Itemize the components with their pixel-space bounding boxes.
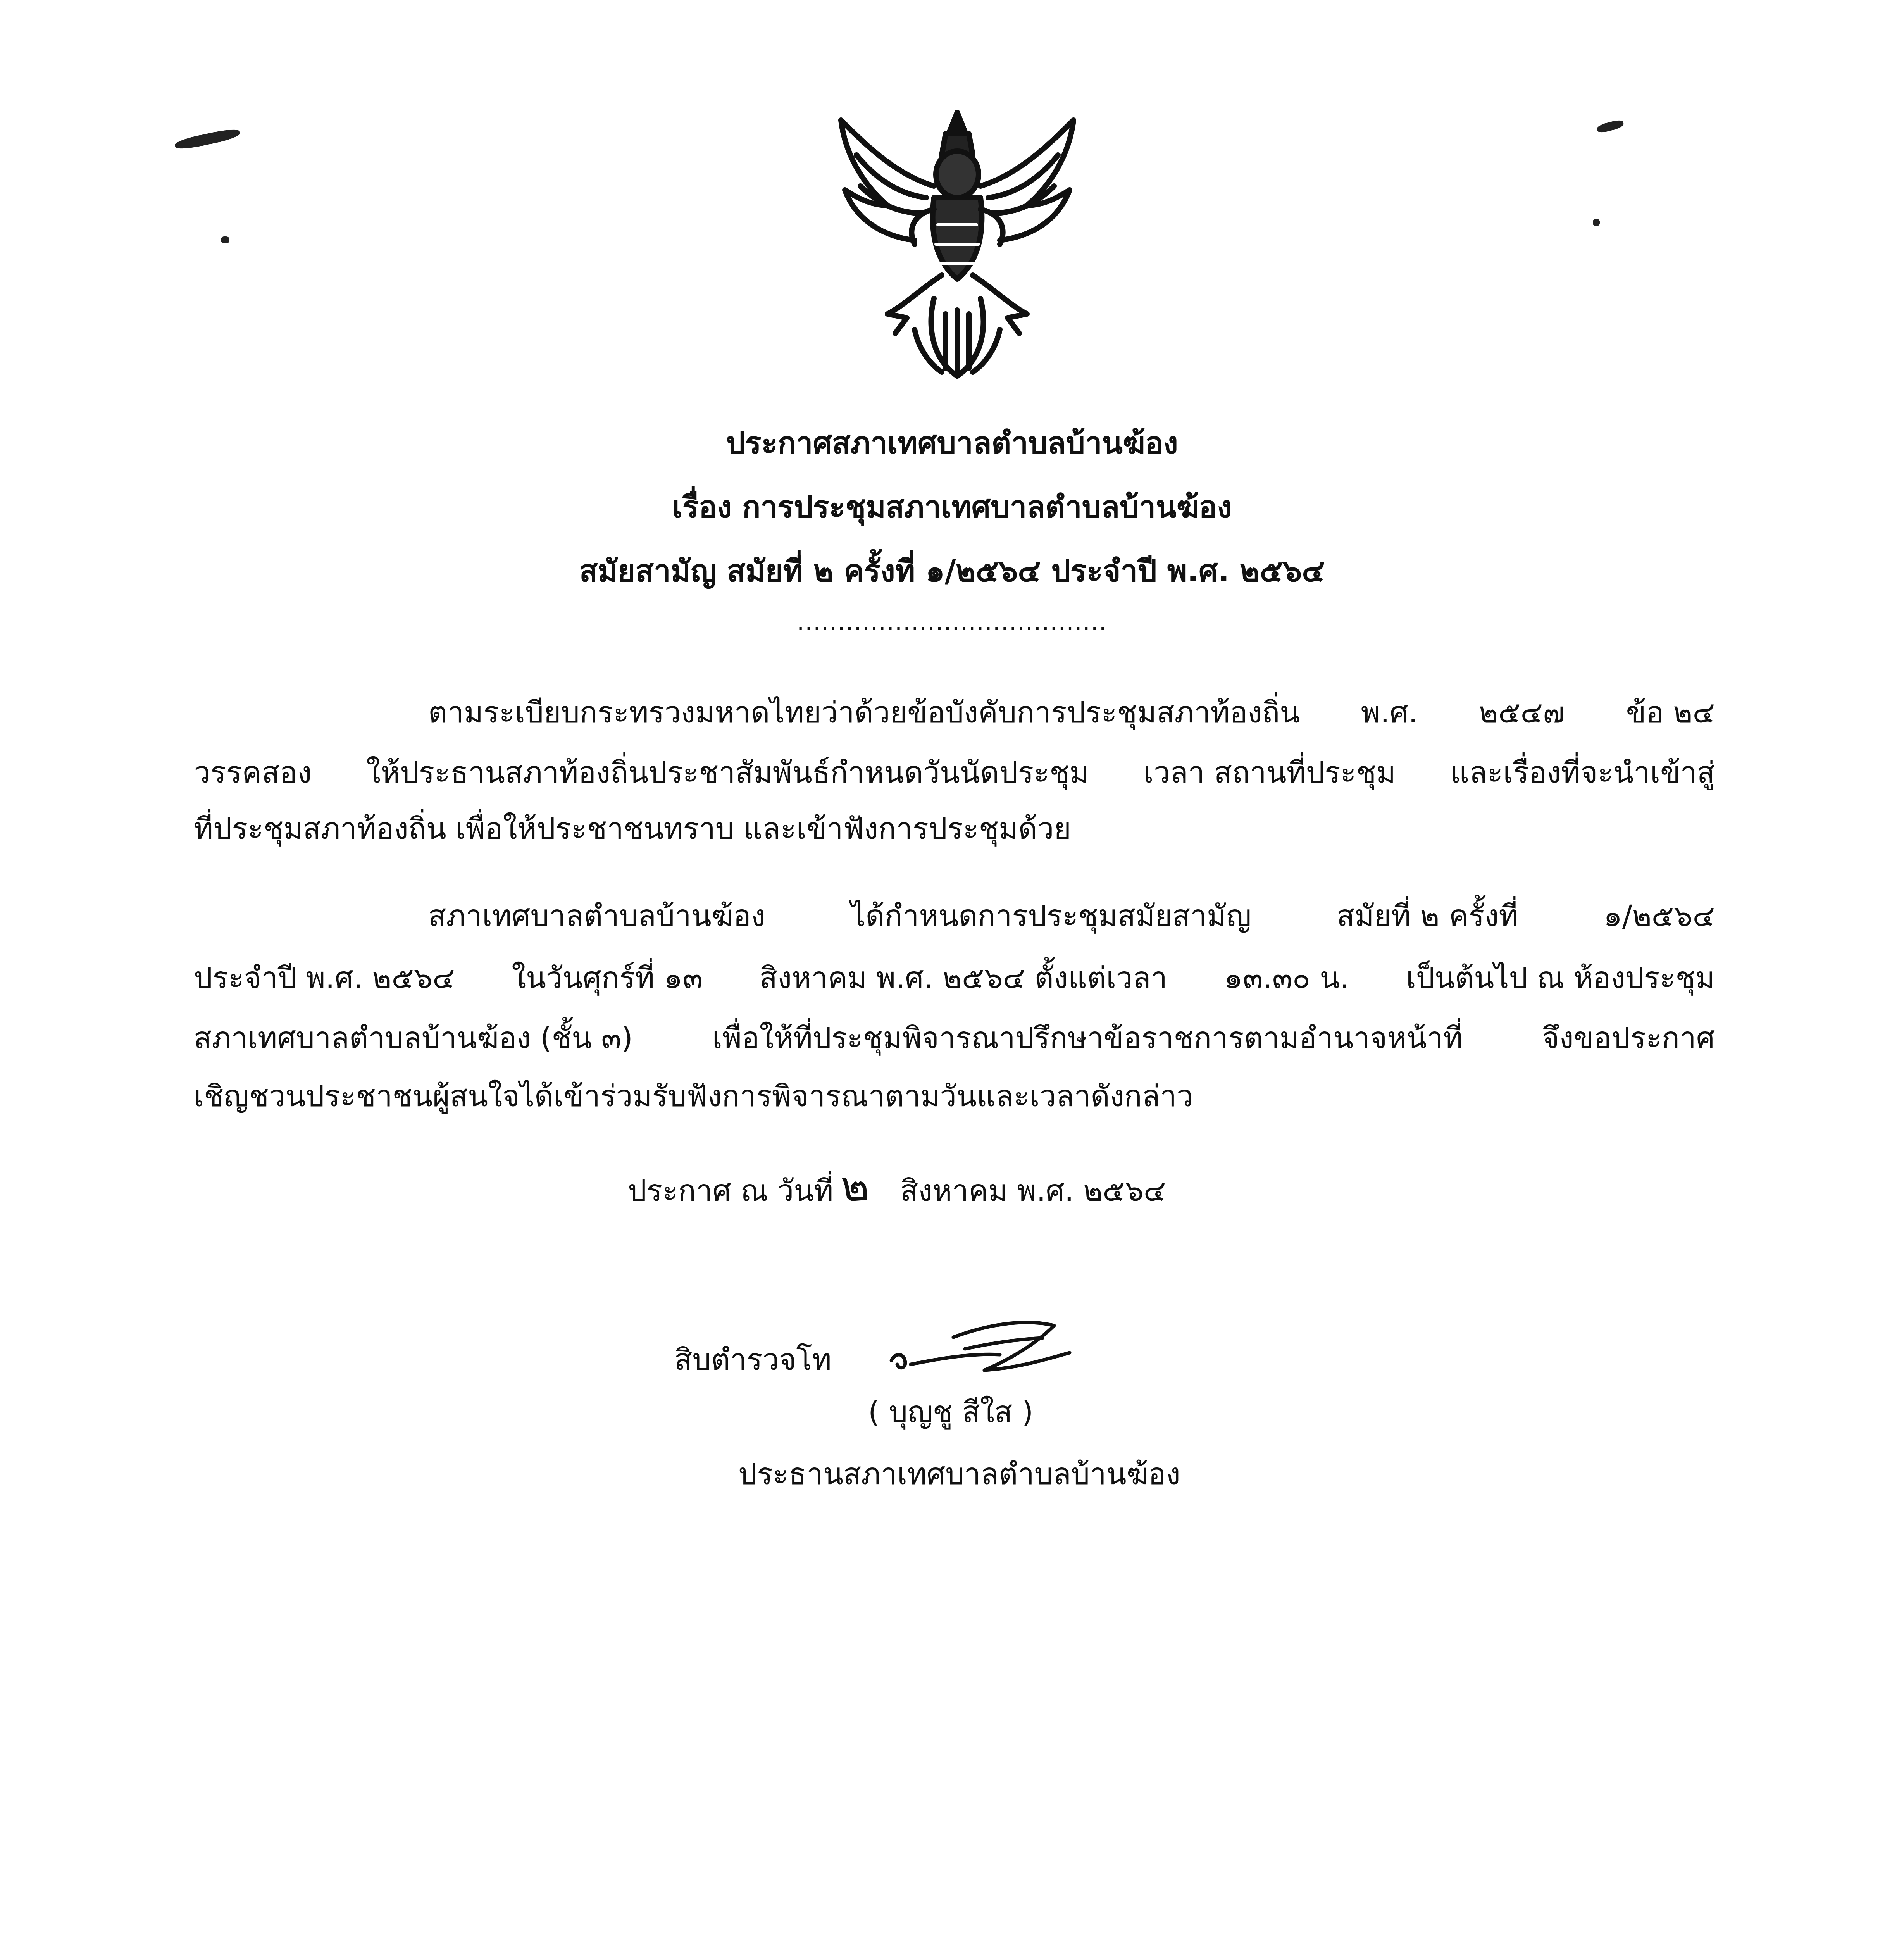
paragraph-1-line-3: ที่ประชุมสภาท้องถิ่น เพื่อให้ประชาชนทราบ และเข้าฟังการประชุมด้วย: [194, 811, 1071, 846]
paragraph-2-line-2: ประจำปี พ.ศ. ๒๕๖๔ ในวันศุกร์ที่ ๑๓ สิงหาคม พ.ศ. ๒๕๖๔ ตั้งแต่เวลา ๑๓.๓๐ น. เป็นต้นไป ณ ห้องประชุม: [194, 960, 1715, 995]
paragraph-1-line-1: ตามระเบียบกระทรวงมหาดไทยว่าด้วยข้อบังคับการประชุมสภาท้องถิ่น พ.ศ. ๒๕๔๗ ข้อ ๒๔: [428, 695, 1715, 729]
paragraph-1-line-2: วรรคสอง ให้ประธานสภาท้องถิ่นประชาสัมพันธ์กำหนดวันนัดประชุม เวลา สถานที่ประชุม และเรื่องที่จะนำเข้าสู่: [194, 755, 1715, 790]
scan-mark-top-left: [174, 127, 241, 152]
scan-mark-top-right-small: [1593, 219, 1600, 226]
signatory-rank: สิบตำรวจโท: [674, 1342, 832, 1377]
signatory-position: ประธานสภาเทศบาลตำบลบ้านฆ้อง: [738, 1457, 1180, 1491]
paragraph-2-line-4: เชิญชวนประชาชนผู้สนใจได้เข้าร่วมรับฟังการพิจารณาตามวันและเวลาดังกล่าว: [194, 1079, 1193, 1113]
paragraph-2-line-1: สภาเทศบาลตำบลบ้านฆ้อง ได้กำหนดการประชุมสมัยสามัญ สมัยที่ ๒ ครั้งที่ ๑/๒๕๖๔: [428, 898, 1715, 933]
handwritten-signature: [868, 1302, 1085, 1391]
announcement-month-year: สิงหาคม พ.ศ. ๒๕๖๔: [900, 1173, 1166, 1208]
signatory-name: ( บุญชู สีใส ): [868, 1395, 1034, 1429]
announcement-date-prefix: ประกาศ ณ วันที่: [628, 1173, 834, 1208]
announcement-session: สมัยสามัญ สมัยที่ ๒ ครั้งที่ ๑/๒๕๖๔ ประจำปี พ.ศ. ๒๕๖๔: [579, 554, 1325, 589]
announcement-date: [628, 1160, 1166, 1212]
garuda-emblem-icon: [818, 97, 1097, 388]
heading-separator: ......................................: [797, 609, 1107, 636]
scan-mark-top-right: [1596, 119, 1624, 134]
announcement-title: ประกาศสภาเทศบาลตำบลบ้านฆ้อง: [726, 426, 1178, 461]
announcement-subject: เรื่อง การประชุมสภาเทศบาลตำบลบ้านฆ้อง: [672, 490, 1232, 525]
announcement-day-handwritten: ๒: [839, 1160, 871, 1212]
paragraph-2-line-3: สภาเทศบาลตำบลบ้านฆ้อง (ชั้น ๓) เพื่อให้ที่ประชุมพิจารณาปรึกษาข้อราชการตามอำนาจหน้าที่ จึงขอประกาศ: [194, 1021, 1715, 1055]
scan-mark-top-left-small: [221, 236, 229, 243]
